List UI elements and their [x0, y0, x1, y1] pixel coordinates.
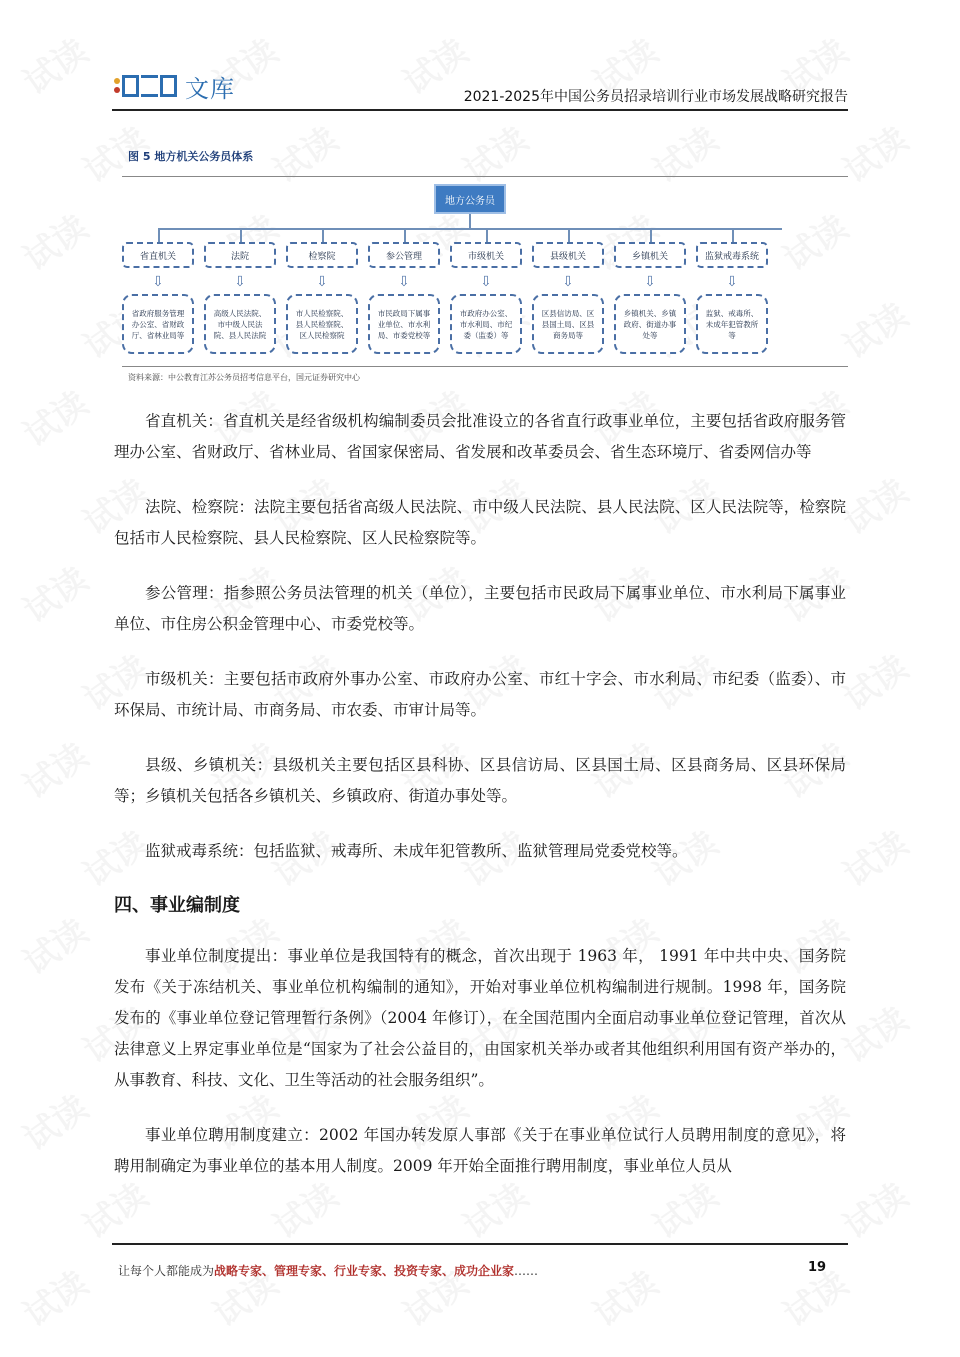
page-number: 19 [808, 1260, 827, 1275]
org-detail-node: 乡镇机关、乡镇政府、街道办事处等 [614, 294, 686, 354]
org-detail-node: 省政府服务管理办公室、省财政厅、省林业局等 [122, 294, 194, 354]
header-divider [112, 109, 848, 111]
org-detail-node: 监狱、戒毒所、未成年犯管教所等 [696, 294, 768, 354]
figure-top-rule [122, 176, 848, 177]
connector-drop [486, 228, 488, 242]
watermark-text [202, 201, 286, 280]
footer-prefix: 让每个人都能成为 [118, 1264, 215, 1278]
paragraph: 法院、检察院：法院主要包括省高级人民法院、市中级人民法院、县人民法院、区人民法院等，检察院包括市人民检察院、县人民检察院、区人民检察院等。 [114, 498, 846, 547]
watermark-text [582, 1257, 666, 1336]
down-arrow-icon: ⇩ [234, 274, 246, 290]
footer-suffix: …… [514, 1264, 539, 1278]
watermark-text [832, 1345, 916, 1357]
logo-dots-icon [112, 76, 122, 96]
watermark-text [12, 1081, 96, 1160]
figure-bottom-rule [122, 366, 848, 367]
watermark-text [12, 25, 96, 104]
down-arrow-icon: ⇩ [316, 274, 328, 290]
connector-root [469, 214, 471, 228]
watermark-text [832, 289, 916, 368]
watermark-text [12, 553, 96, 632]
figure [122, 148, 848, 382]
down-arrow-icon: ⇩ [398, 274, 410, 290]
watermark-text [642, 1345, 726, 1357]
figure-source: 资料来源：中公教育江苏公务员招考信息平台，国元证券研究中心 [128, 373, 360, 382]
logo-text: 文库 [185, 74, 235, 103]
connector-drop [568, 228, 570, 242]
watermark-text [262, 1345, 346, 1357]
logo-mark-icon [122, 75, 177, 97]
paragraph: 参公管理：指参照公务员法管理的机关（单位），主要包括市民政局下属事业单位、市水利局下属事业单位、市住房公积金管理中心、市委党校等。 [114, 584, 846, 633]
org-category-node: 监狱戒毒系统 [696, 242, 768, 268]
logo [112, 68, 235, 104]
org-detail-node: 区县信访局、区县国土局、区县商务局等 [532, 294, 604, 354]
org-root-node: 地方公务员 [434, 184, 506, 214]
org-category-node: 乡镇机关 [614, 242, 686, 268]
down-arrow-icon: ⇩ [644, 274, 656, 290]
page-header [112, 62, 848, 112]
watermark-text [582, 201, 666, 280]
section-heading: 四、事业编制度 [114, 895, 240, 916]
figure-caption: 图 5 地方机关公务员体系 [128, 150, 254, 163]
org-category-node: 参公管理 [368, 242, 440, 268]
watermark-text [12, 377, 96, 456]
connector-drop [322, 228, 324, 242]
connector-drop [404, 228, 406, 242]
down-arrow-icon: ⇩ [726, 274, 738, 290]
down-arrow-icon: ⇩ [562, 274, 574, 290]
footer-slogan [118, 1262, 538, 1279]
connector-drop [650, 228, 652, 242]
watermark-text [12, 729, 96, 808]
report-title: 2021-2025年中国公务员招录培训行业市场发展战略研究报告 [463, 89, 848, 105]
connector-drop [240, 228, 242, 242]
org-category-node: 市级机关 [450, 242, 522, 268]
watermark-text [772, 201, 856, 280]
paragraph: 市级机关：主要包括市政府外事办公室、市政府办公室、市红十字会、市水利局、市纪委（监委）、市环保局、市统计局、市商务局、市农委、市审计局等。 [114, 670, 846, 719]
org-category-node: 检察院 [286, 242, 358, 268]
org-detail-node: 市人民检察院、县人民检察院、区人民检察院 [286, 294, 358, 354]
watermark-text [72, 1345, 156, 1357]
paragraph: 监狱戒毒系统：包括监狱、戒毒所、未成年犯管教所、监狱管理局党委党校等。 [145, 842, 688, 860]
footer-divider [112, 1243, 848, 1245]
connector-drop [158, 228, 160, 242]
org-category-node: 省直机关 [122, 242, 194, 268]
watermark-text [12, 201, 96, 280]
org-detail-node: 高级人民法院、市中级人民法院、县人民法院 [204, 294, 276, 354]
down-arrow-icon: ⇩ [480, 274, 492, 290]
org-category-node: 县级机关 [532, 242, 604, 268]
down-arrow-icon: ⇩ [152, 274, 164, 290]
org-category-node: 法院 [204, 242, 276, 268]
org-detail-node: 市政府办公室、市水利局、市纪委（监委）等 [450, 294, 522, 354]
org-detail-node: 市民政局下属事业单位、市水利局、市委党校等 [368, 294, 440, 354]
paragraph: 省直机关：省直机关是经省级机构编制委员会批准设立的各省直行政事业单位，主要包括省政府服务管理办公室、省财政厅、省林业局、省国家保密局、省发展和改革委员会、省生态环境厅、省委网信办等 [114, 412, 846, 461]
watermark-text [12, 1257, 96, 1336]
paragraph: 事业单位聘用制度建立：2002 年国办转发原人事部《关于在事业单位试行人员聘用制度的意见》，将聘用制确定为事业单位的基本用人制度。2009 年开始全面推行聘用制度，事业单位人员从 [114, 1126, 846, 1175]
paragraph: 县级、乡镇机关：县级机关主要包括区县科协、区县信访局、区县国土局、区县商务局、区县环保局等；乡镇机关包括各乡镇机关、乡镇政府、街道办事处等。 [114, 756, 846, 805]
paragraph: 事业单位制度提出：事业单位是我国特有的概念，首次出现于 1963 年， 1991 年中共中央、国务院发布《关于冻结机关、事业单位机构编制的通知》，开始对事业单位机构编制进行规制。1998 年，国务院发布的《事业单位登记管理暂行条例》（2004 年修订），在全国范围内全面启动事业单位登记管理，首次从法律意义上界定事业单位是“国家为了社会公益目的，由国家机关举办或者其他组织利用国有资产举办的，从事教育、科技、文化、卫生等活动的社会服务组织”。 [114, 947, 846, 1089]
watermark-text [12, 905, 96, 984]
connector-horizontal [158, 228, 782, 230]
watermark-text [452, 1345, 536, 1357]
body-text [114, 406, 846, 1206]
connector-drop [732, 228, 734, 242]
footer-highlight: 战略专家、管理专家、行业专家、投资专家、成功企业家 [214, 1264, 515, 1278]
